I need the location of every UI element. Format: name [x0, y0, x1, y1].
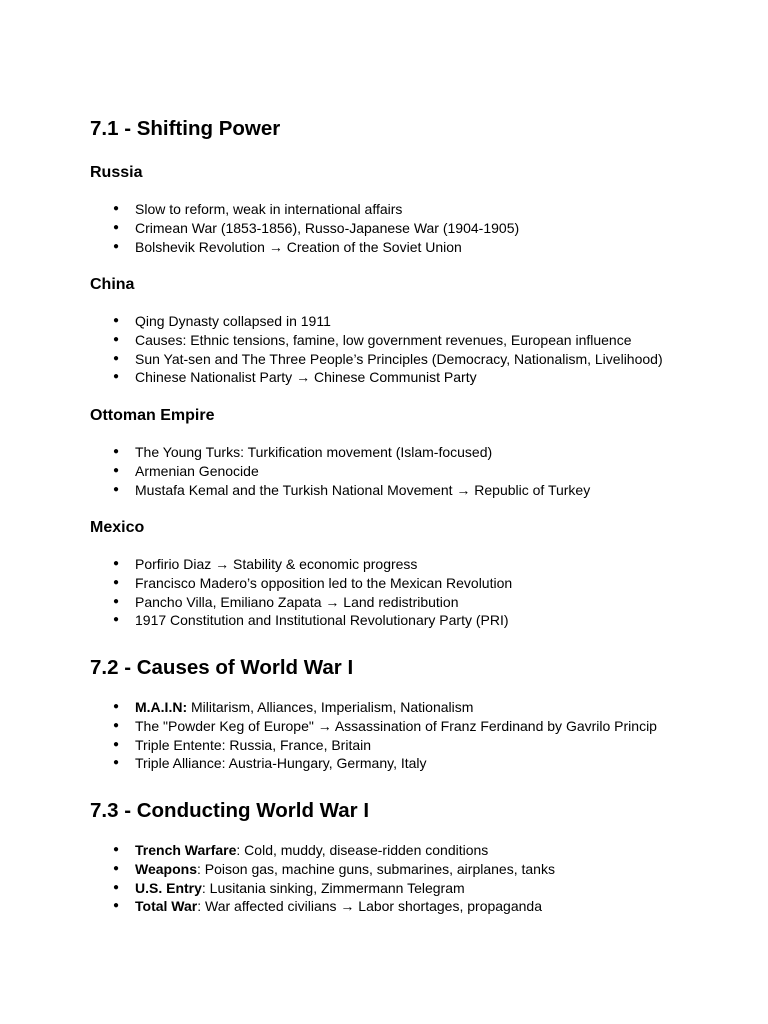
- bullet-icon: ●: [113, 844, 120, 855]
- list-mexico: [90, 555, 730, 630]
- list-item: ● Trench Warfare: Cold, muddy, disease-ridden conditions: [113, 842, 489, 858]
- list-item: ● Mustafa Kemal and the Turkish National Movement → Republic of Turkey: [113, 481, 591, 498]
- list-item: ● Triple Entente: Russia, France, Britain: [113, 736, 372, 753]
- bullet-icon: ●: [113, 862, 120, 874]
- list-item: ● Armenian Genocide: [113, 462, 259, 479]
- bullet-icon: ●: [113, 558, 120, 569]
- bullet-icon: ●: [113, 738, 120, 750]
- bullet-icon: ●: [113, 352, 120, 364]
- list-item: ● Bolshevik Revolution → Creation of the Soviet Union: [113, 238, 462, 255]
- list-item: ● Pancho Villa, Emiliano Zapata → Land redistribution: [113, 593, 459, 610]
- bullet-icon: ●: [113, 701, 120, 712]
- bullet-icon: ●: [113, 595, 120, 607]
- subsection-heading-mexico: Mexico: [90, 519, 145, 536]
- bullet-icon: ●: [113, 757, 120, 769]
- bullet-icon: ●: [113, 900, 120, 912]
- list-item: ● U.S. Entry: Lusitania sinking, Zimmermann Telegram: [113, 879, 465, 896]
- bullet-icon: ●: [113, 614, 120, 626]
- list-item: ● Slow to reform, weak in international affairs: [113, 201, 403, 217]
- list-item: ● Weapons: Poison gas, machine guns, submarines, airplanes, tanks: [113, 860, 555, 877]
- bullet-icon: ●: [113, 464, 120, 476]
- bullet-icon: ●: [113, 333, 120, 345]
- bullet-icon: ●: [113, 446, 120, 457]
- bullet-icon: ●: [113, 719, 120, 731]
- section-heading-7-3: 7.3 - Conducting World War I: [90, 799, 370, 822]
- bullet-icon: ●: [113, 483, 120, 495]
- list-item: ● Chinese Nationalist Party → Chinese Communist Party: [113, 369, 477, 386]
- list-item: ● Francisco Madero’s opposition led to the Mexican Revolution: [113, 574, 513, 591]
- list-item: ● Porfirio Diaz → Stability & economic progress: [113, 556, 418, 572]
- list-item: ● Total War: War affected civilians → Labor shortages, propaganda: [113, 898, 542, 915]
- list-ottoman-empire: [90, 443, 730, 499]
- list-item: ● M.A.I.N: Militarism, Alliances, Imperialism, Nationalism: [113, 699, 474, 715]
- list-item: ● Triple Alliance: Austria-Hungary, Germany, Italy: [113, 755, 427, 772]
- list-causes-ww1: [90, 698, 730, 773]
- list-china: [90, 312, 730, 387]
- list-item: ● The "Powder Keg of Europe" → Assassination of Franz Ferdinand by Gavrilo Princip: [113, 717, 657, 734]
- bullet-icon: ●: [113, 203, 120, 214]
- subsection-heading-ottoman-empire: Ottoman Empire: [90, 407, 215, 424]
- section-heading-7-1: 7.1 - Shifting Power: [90, 117, 281, 140]
- list-item: ● Qing Dynasty collapsed in 1911: [113, 313, 331, 329]
- list-item: ● 1917 Constitution and Institutional Revolutionary Party (PRI): [113, 612, 509, 629]
- bullet-icon: ●: [113, 881, 120, 893]
- subsection-heading-china: China: [90, 276, 135, 293]
- subsection-heading-russia: Russia: [90, 164, 143, 181]
- list-russia: [90, 200, 730, 256]
- list-item: ● Sun Yat-sen and The Three People’s Principles (Democracy, Nationalism, Livelihood): [113, 350, 663, 367]
- list-item: ● The Young Turks: Turkification movement (Islam-focused): [113, 444, 493, 460]
- bullet-icon: ●: [113, 315, 120, 326]
- bullet-icon: ●: [113, 240, 120, 252]
- section-heading-7-2: 7.2 - Causes of World War I: [90, 656, 354, 679]
- bullet-icon: ●: [113, 576, 120, 588]
- list-item: ● Crimean War (1853-1856), Russo-Japanese War (1904-1905): [113, 219, 520, 236]
- list-item: ● Causes: Ethnic tensions, famine, low government revenues, European influence: [113, 331, 632, 348]
- bullet-icon: ●: [113, 371, 120, 383]
- bullet-icon: ●: [113, 221, 120, 233]
- list-conducting-ww1: [90, 841, 730, 916]
